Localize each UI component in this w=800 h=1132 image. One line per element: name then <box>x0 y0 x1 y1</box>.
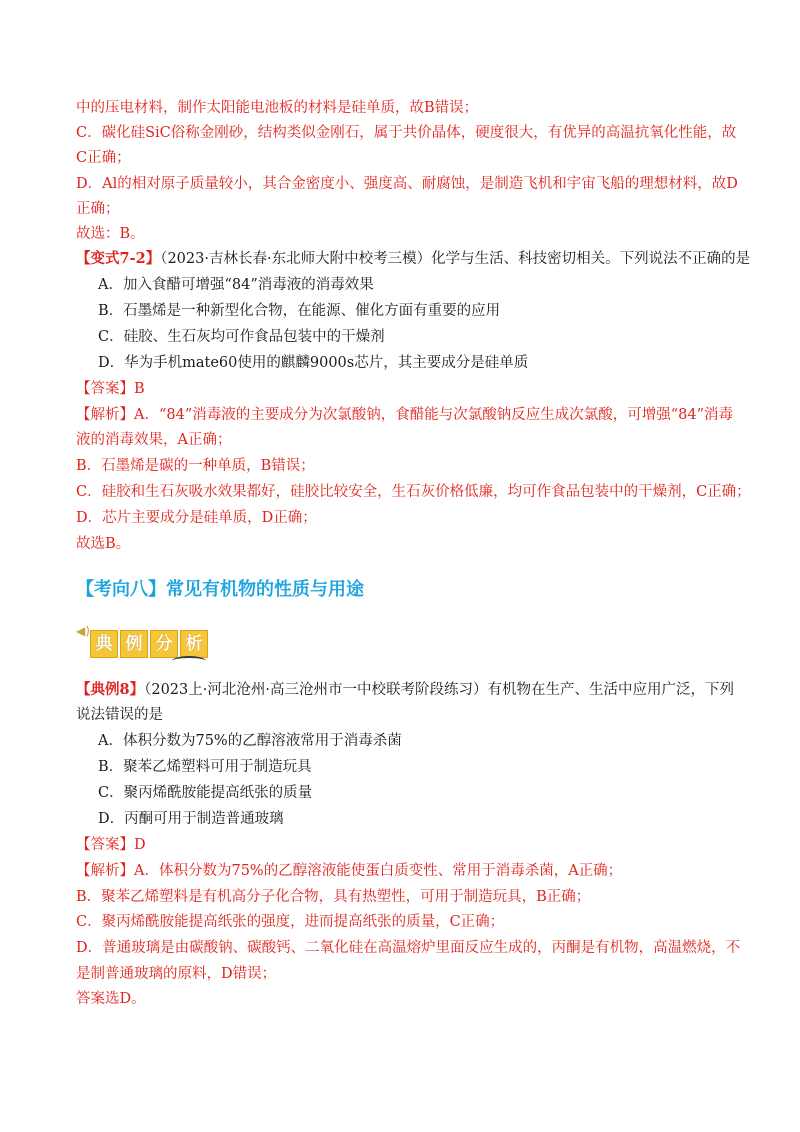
question-tag: 【典例8】 <box>76 681 145 698</box>
option-b: B．聚苯乙烯塑料可用于制造玩具 <box>98 759 312 775</box>
banner-char: 分 <box>150 630 178 658</box>
section-title: 【考向八】常见有机物的性质与用途 <box>76 579 364 600</box>
question-text-cont: 说法错误的是 <box>76 707 163 723</box>
analysis-line: 中的压电材料，制作太阳能电池板的材料是硅单质，故B错误； <box>76 100 479 116</box>
question-8-stem <box>76 680 734 700</box>
banner-char: 析 <box>180 630 208 658</box>
question-text: （2023·吉林长春·东北师大附中校考三模）化学与生活、科技密切相关。下列说法不正确的是 <box>160 251 751 267</box>
option-c: C．硅胶、生石灰均可作食品包装中的干燥剂 <box>98 329 385 345</box>
analysis-line: 故选：B。 <box>76 226 145 242</box>
banner-char: 典 <box>90 630 118 658</box>
analysis-line: 【解析】A．“84”消毒液的主要成分为次氯酸钠，食醋能与次氯酸钠反应生成次氯酸，可增强“84”消毒 <box>76 407 734 423</box>
analysis-line: 正确； <box>76 201 120 217</box>
question-7-2-stem <box>76 249 750 269</box>
option-d: D．丙酮可用于制造普通玻璃 <box>98 811 284 827</box>
analysis-line: 答案选D。 <box>76 991 146 1007</box>
speaker-icon: ◀) <box>76 624 90 638</box>
analysis-line: C．碳化硅SiC俗称金刚砂，结构类似金刚石，属于共价晶体，硬度很大，有优异的高温抗氧化性能，故 <box>76 125 737 141</box>
analysis-line: C．硅胶和生石灰吸水效果都好，硅胶比较安全，生石灰价格低廉，均可作食品包装中的干燥剂，C正确； <box>76 484 751 500</box>
option-a: A．加入食醋可增强“84”消毒液的消毒效果 <box>98 277 374 293</box>
analysis-line: B．石墨烯是碳的一种单质，B错误； <box>76 458 315 474</box>
analysis-line: D．芯片主要成分是硅单质，D正确； <box>76 510 317 526</box>
analysis-line: B．聚苯乙烯塑料是有机高分子化合物，具有热塑性，可用于制造玩具，B正确； <box>76 889 591 905</box>
analysis-line: C．聚丙烯酰胺能提高纸张的强度，进而提高纸张的质量，C正确； <box>76 914 505 930</box>
analysis-line: D．Al的相对原子质量较小，其合金密度小、强度高、耐腐蚀，是制造飞机和宇宙飞船的理想材料，故D <box>76 176 738 192</box>
option-b: B．石墨烯是一种新型化合物，在能源、催化方面有重要的应用 <box>98 303 501 319</box>
answer: 【答案】D <box>76 837 146 853</box>
banner-char: 例 <box>120 630 148 658</box>
question-tag: 【变式7-2】 <box>76 250 161 267</box>
book-icon <box>172 656 206 666</box>
example-analysis-banner <box>76 622 226 666</box>
analysis-line: 是制普通玻璃的原料，D错误； <box>76 966 277 982</box>
analysis-line: C正确； <box>76 150 131 166</box>
analysis-line: 【解析】A．体积分数为75%的乙醇溶液能使蛋白质变性、常用于消毒杀菌，A正确； <box>76 863 623 879</box>
option-c: C．聚丙烯酰胺能提高纸张的质量 <box>98 785 313 801</box>
analysis-line: D．普通玻璃是由碳酸钠、碳酸钙、二氧化硅在高温熔炉里面反应生成的，丙酮是有机物，高温燃烧，不 <box>76 940 741 956</box>
analysis-line: 液的消毒效果，A正确； <box>76 432 232 448</box>
analysis-line: 故选B。 <box>76 536 131 552</box>
answer: 【答案】B <box>76 381 145 397</box>
option-a: A．体积分数为75%的乙醇溶液常用于消毒杀菌 <box>98 733 402 749</box>
option-d: D．华为手机mate60使用的麒麟9000s芯片，其主要成分是硅单质 <box>98 355 529 371</box>
question-text: （2023上·河北沧州·高三沧州市一中校联考阶段练习）有机物在生产、生活中应用广泛，下列 <box>144 682 734 698</box>
